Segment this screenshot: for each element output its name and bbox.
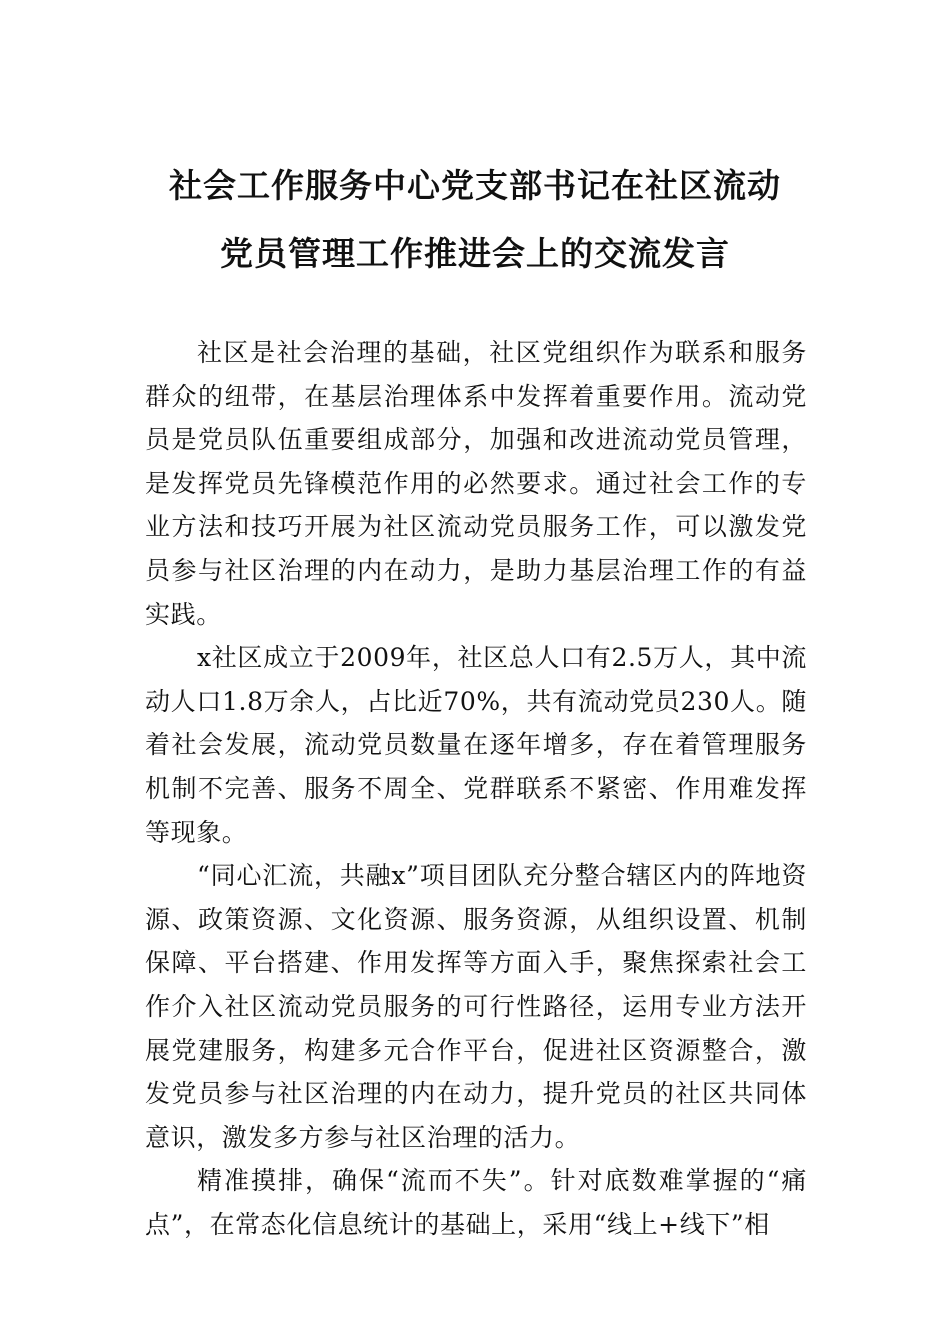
document-title-line-1: 社会工作服务中心党支部书记在社区流动 [169, 166, 781, 205]
body-paragraph-4: 精准摸排，确保“流而不失”。针对底数难掌握的“痛点”，在常态化信息统计的基础上，采用“线上+线下”相 [145, 1166, 807, 1239]
body-paragraph-3: “同心汇流，共融x”项目团队充分整合辖区内的阵地资源、政策资源、文化资源、服务资源，从组织设置、机制保障、平台搭建、作用发挥等方面入手，聚焦探索社会工作介入社区流动党员服务的可行性路径，运用专业方法开展党建服务，构建多元合作平台，促进社区资源整合，激发党员参与社区治理的内在动力，提升党员的社区共同体意识，激发多方参与社区治理的活力。 [145, 861, 807, 1152]
document-body [145, 331, 807, 1246]
body-paragraph-2: x社区成立于2009年，社区总人口有2.5万人，其中流动人口1.8万余人，占比近70%，共有流动党员230人。随着社会发展，流动党员数量在逐年增多，存在着管理服务机制不完善、服务不周全、党群联系不紧密、作用难发挥等现象。 [145, 643, 807, 847]
body-paragraph-1: 社区是社会治理的基础，社区党组织作为联系和服务群众的纽带，在基层治理体系中发挥着重要作用。流动党员是党员队伍重要组成部分，加强和改进流动党员管理，是发挥党员先锋模范作用的必然要求。通过社会工作的专业方法和技巧开展为社区流动党员服务工作，可以激发党员参与社区治理的内在动力，是助力基层治理工作的有益实践。 [145, 338, 807, 629]
document-title-line-2: 党员管理工作推进会上的交流发言 [220, 234, 730, 273]
